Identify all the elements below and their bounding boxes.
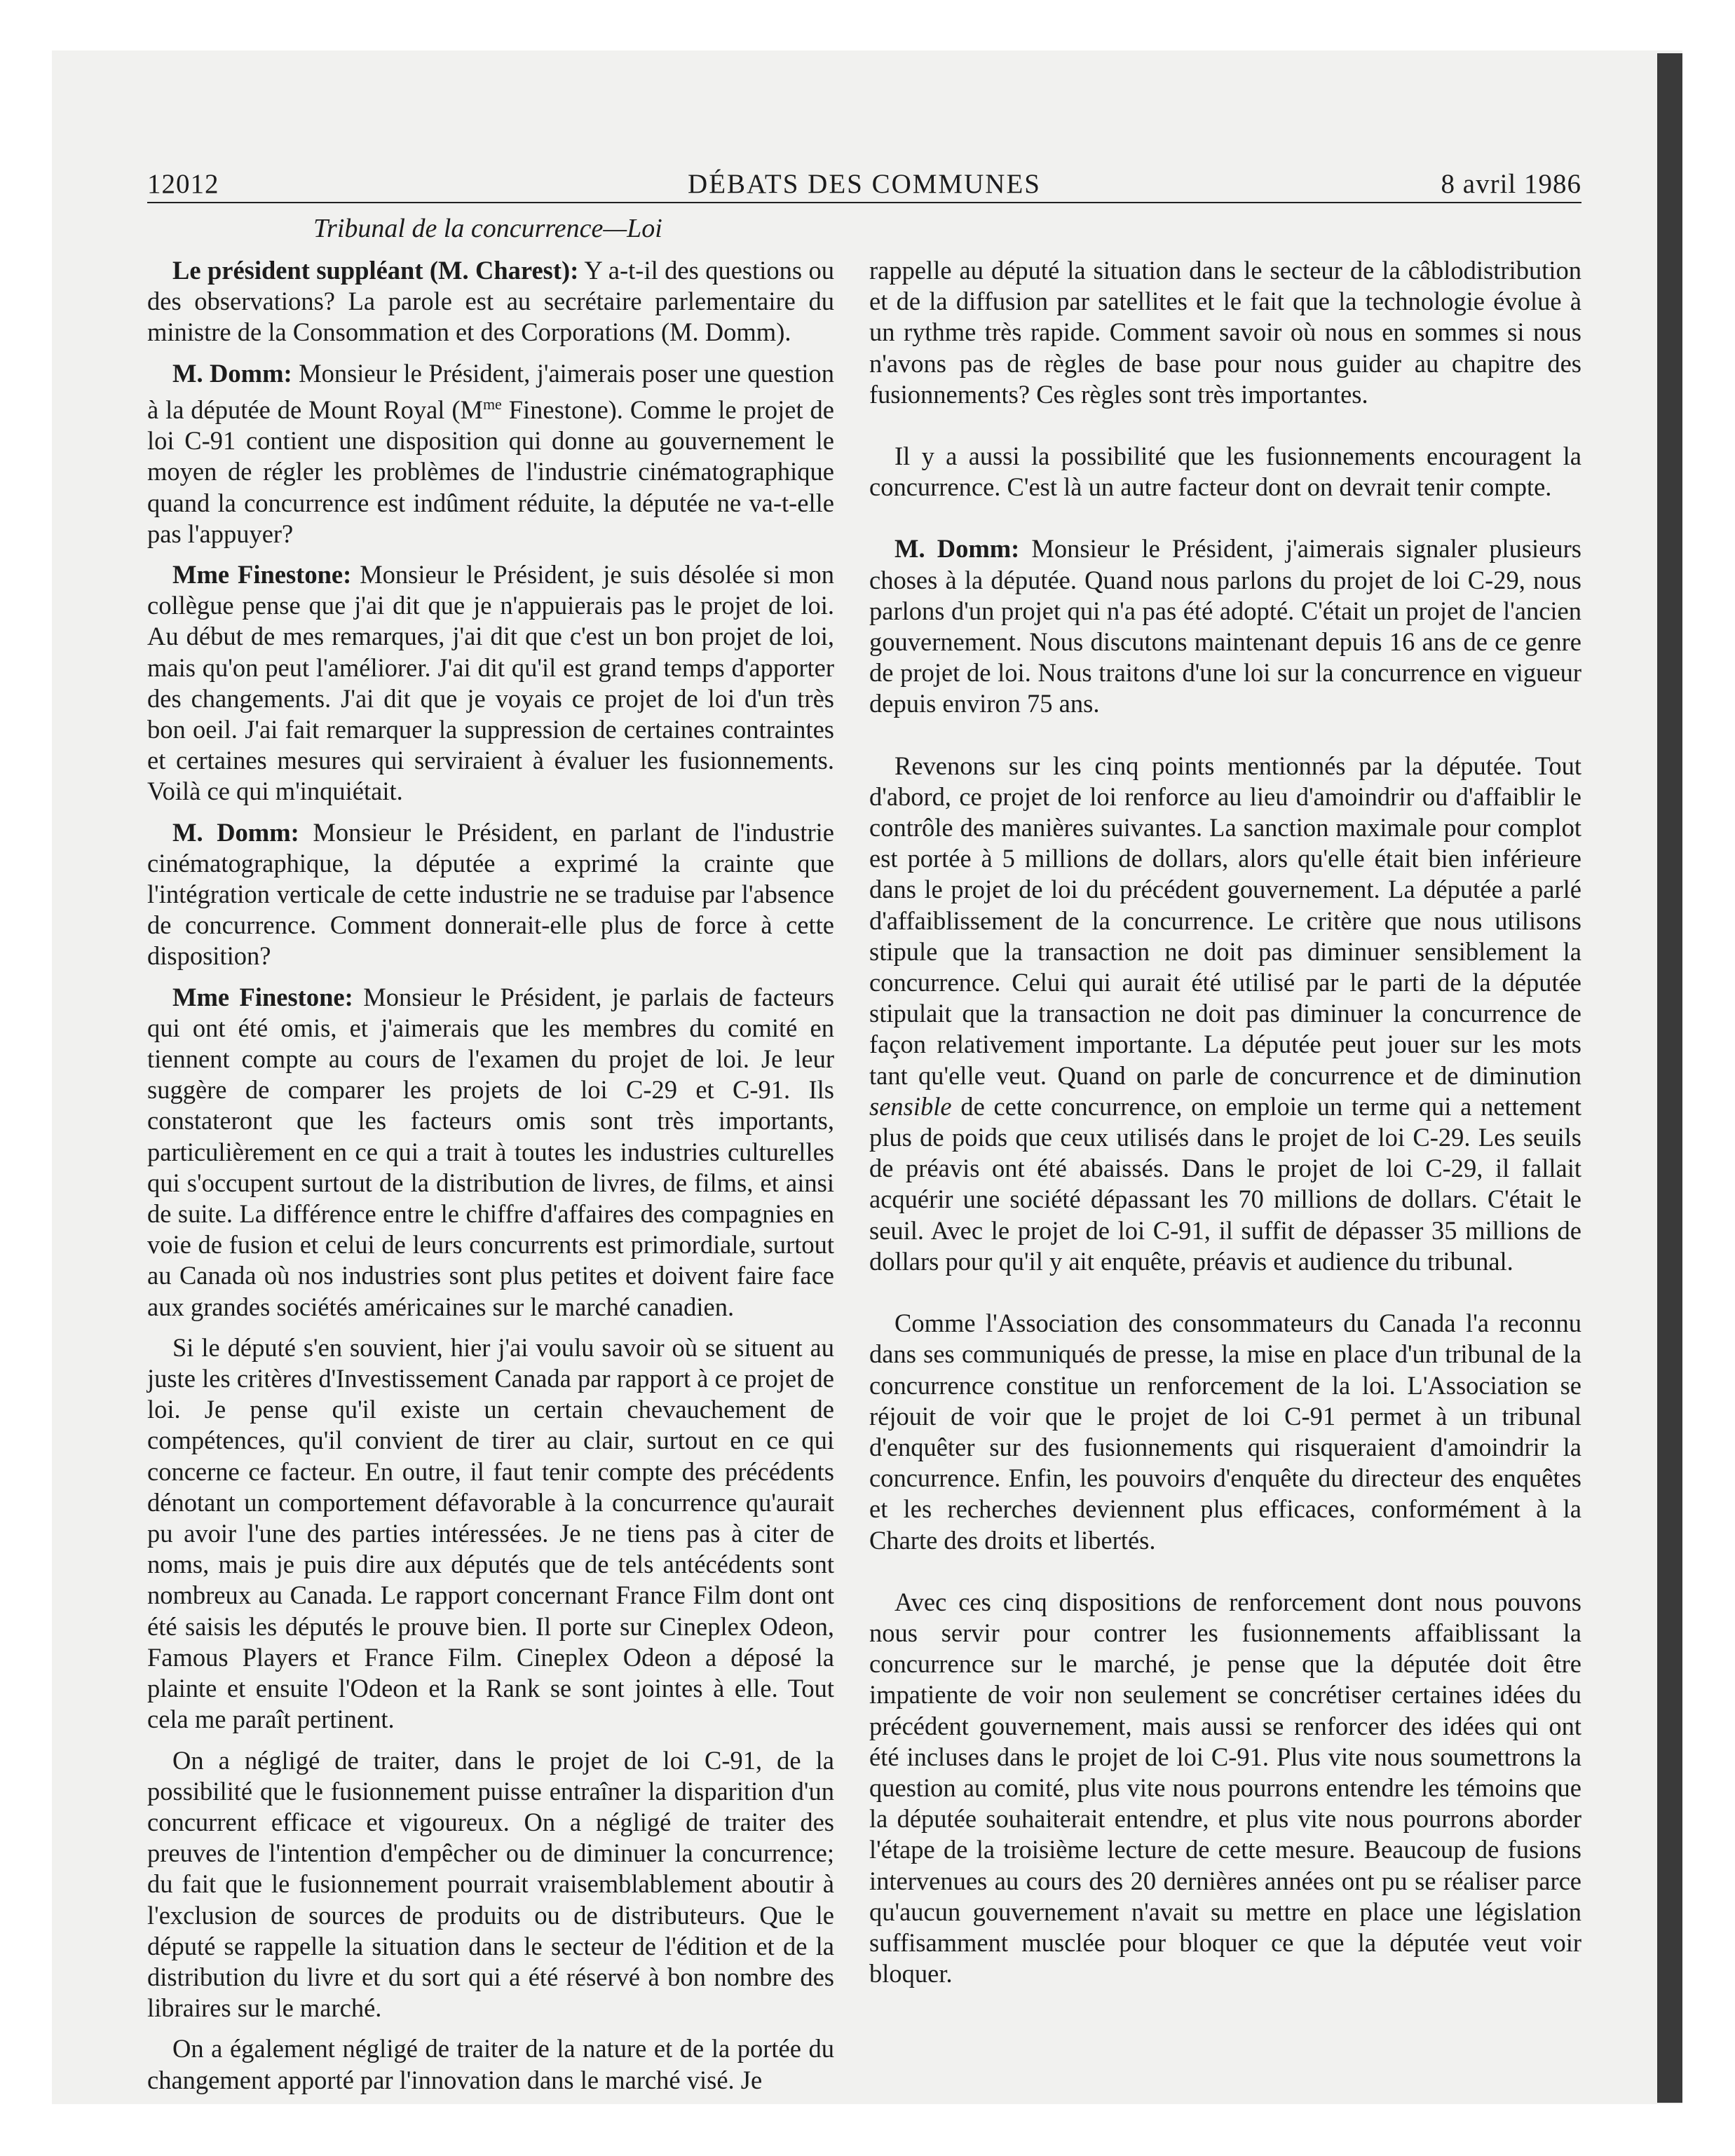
paragraph <box>147 559 834 807</box>
page-number: 12012 <box>147 169 219 199</box>
speaker-name: M. Domm: <box>172 817 299 847</box>
right-column <box>869 255 1581 2020</box>
paragraph-text: Monsieur le Président, je parlais de facteurs qui ont été omis, et j'aimerais que les membres du comité en tiennent compte au cours de l'examen du projet de loi. Je leur suggère de comparer les projets de loi C-29 et C-91. Ils constateront que les facteurs omis sont très importants, particulièrement en ce qui a trait à toutes les industries culturelles qui s'occupent surtout de la distribution de livres, de films, et ainsi de suite. La différence entre le chiffre d'affaires des compagnies en voie de fusion et celui de leurs concurrents est primordiale, surtout au Canada où nos industries sont plus petites et doivent faire face aux grandes sociétés américaines sur le marché canadien. <box>147 982 834 1321</box>
paragraph: rappelle au député la situation dans le secteur de la câblodistribution et de la diffusion par satellites et le fait que la technologie évolue à un rythme très rapide. Comment savoir où nous en sommes si nous n'avons pas de règles de base pour nous guider au chapitre des fusionnements? Ces règles sont très importantes. <box>869 256 1581 409</box>
speaker-name: Le président suppléant (M. Charest): <box>172 256 579 285</box>
paragraph: Avec ces cinq dispositions de renforcement dont nous pouvons nous servir pour contrer les fusionnements affaiblissant la concurrence sur le marché, je pense que la députée doit être impatiente de voir non seulement se concrétiser certaines idées du précédent gouvernement, mais aussi se renforcer des idées qui ont été incluses dans le projet de loi C-91. Plus vite nous soumettrons la question au comité, plus vite nous pourrons entendre les témoins que la députée souhaiterait entendre, et plus vite nous pourrons aborder l'étape de la troisième lecture de cette mesure. Beaucoup de fusions intervenues au cours des 20 dernières années ont pu se réaliser parce qu'aucun gouvernement n'avait su mettre en place une législation suffisamment musclée pour bloquer ce que la députée veut voir bloquer. <box>869 1587 1581 1988</box>
paragraph <box>147 358 834 550</box>
speaker-name: Mme Finestone: <box>172 559 352 589</box>
paragraph-text: Revenons sur les cinq points mentionnés par la députée. Tout d'abord, ce projet de loi renforce au lieu d'amoindrir ou d'affaiblir le contrôle des manières suivantes. La sanction maximale pour complot est portée à 5 millions de dollars, alors qu'elle était bien inférieure dans le projet de loi du précédent gouvernement. La députée a parlé d'affaiblissement de la concurrence. Le critère que nous utilisons stipule que la transaction ne doit pas diminuer sensiblement la concurrence. Celui qui aurait été utilisé par le parti de la députée stipulait que la transaction ne doit pas diminuer la concurrence de façon relativement importante. La députée peut jouer sur les mots tant qu'elle veut. Quand on parle de concurrence et de diminution <box>869 751 1581 1090</box>
paragraph: On a négligé de traiter, dans le projet de loi C-91, de la possibilité que le fusionnement puisse entraîner la disparition d'un concurrent efficace et vigoureux. On a négligé de traiter des preuves de l'intention d'empêcher ou de diminuer la concurrence; du fait que le fusionnement pourrait vraisemblablement aboutir à l'exclusion de sources de produits ou de distributeurs. Que le député se rappelle la situation dans le secteur de l'édition et de la distribution du livre et du sort qui a été réservé à bon nombre des libraires sur le marché. <box>147 1745 834 2023</box>
superscript: me <box>482 395 502 413</box>
paragraph: Comme l'Association des consommateurs du Canada l'a reconnu dans ses communiqués de presse, la mise en place d'un tribunal de la concurrence constitue un renforcement de la loi. L'Association se réjouit de voir que le projet de loi C-91 permet à un tribunal d'enquêter sur des fusionnements qui risqueraient d'amoindrir la concurrence. Enfin, les pouvoirs d'enquête du directeur des enquêtes et les recherches deviennent plus efficaces, conformément à la Charte des droits et libertés. <box>869 1309 1581 1555</box>
page-date: 8 avril 1986 <box>1441 169 1581 199</box>
paragraph <box>869 533 1581 719</box>
paragraph-text: Finestone). Comme le projet de loi C-91 contient une disposition qui donne au gouvernement le moyen de régler les problèmes de l'industrie cinématographique quand la concurrence est indûment réduite, la députée ne va-t-elle pas l'appuyer? <box>147 395 834 548</box>
paragraph: On a également négligé de traiter de la nature et de la portée du changement apporté par l'innovation dans le marché visé. Je <box>147 2034 834 2094</box>
paragraph: Il y a aussi la possibilité que les fusionnements encouragent la concurrence. C'est là un autre facteur dont on devrait tenir compte. <box>869 442 1581 502</box>
left-column <box>147 255 834 2106</box>
paragraph-text: Monsieur le Président, en parlant de l'industrie cinématographique, la députée a exprimé la crainte que l'intégration verticale de cette industrie ne se traduise par l'absence de concurrence. Comment donnerait-elle plus de force à cette disposition? <box>147 817 835 971</box>
speaker-name: M. Domm: <box>172 358 292 388</box>
paragraph-text: Monsieur le Président, j'aimerais poser une question à la députée de Mount Royal (M <box>147 358 834 424</box>
paragraph-text: de cette concurrence, on emploie un terme qui a nettement plus de poids que ceux utilisés dans le projet de loi C-29. Les seuils de préavis ont été abaissés. Dans le projet de loi C-29, il fallait acquérir une société dépassant les 70 millions de dollars. C'était le seuil. Avec le projet de loi C-91, il suffit de dépasser 35 millions de dollars pour qu'il y ait enquête, préavis et audience du tribunal. <box>869 1091 1581 1276</box>
paragraph <box>147 982 834 1323</box>
emphasis: sensible <box>869 1091 952 1121</box>
speaker-name: M. Domm: <box>894 534 1020 564</box>
journal-title: DÉBATS DES COMMUNES <box>688 169 1041 199</box>
paragraph <box>147 255 834 348</box>
paragraph <box>869 751 1581 1277</box>
paragraph-text: Monsieur le Président, j'aimerais signaler plusieurs choses à la députée. Quand nous parlons du projet de loi C-29, nous parlons d'un projet qui n'a pas été adopté. C'était un projet de l'ancien gouvernement. Nous discutons maintenant depuis 16 ans de ce genre de projet de loi. Nous traitons d'une loi sur la concurrence en vigueur depuis environ 75 ans. <box>869 534 1582 718</box>
paragraph-text: Monsieur le Président, je suis désolée si mon collègue pense que j'ai dit que je n'appuierais pas le projet de loi. Au début de mes remarques, j'ai dit que c'est un bon projet de loi, mais qu'on peut l'améliorer. J'ai dit qu'il est grand temps d'apporter des changements. J'ai dit que je voyais ce projet de loi d'un très bon oeil. J'ai fait remarquer la suppression de certaines contraintes et certaines mesures qui serviraient à évaluer les fusionnements. Voilà ce qui m'inquiétait. <box>147 559 834 806</box>
page-header <box>147 163 1581 205</box>
paragraph: Si le député s'en souvient, hier j'ai voulu savoir où se situent au juste les critères d'Investissement Canada par rapport à ce projet de loi. Je pense qu'il existe un certain chevauchement de compétences, qu'il convient de tirer au clair, surtout en ce qui concerne ce facteur. En outre, il faut tenir compte des précédents dénotant un comportement défavorable à la concurrence qu'aurait pu avoir l'une des parties intéressées. Je ne tiens pas à citer de noms, mais je puis dire aux députés que de tels antécédents sont nombreux au Canada. Le rapport concernant France Film dont ont été saisis les députés le prouve bien. Il porte sur Cineplex Odeon, Famous Players et France Film. Cineplex Odeon a déposé la plainte et ensuite l'Odeon et la Rank se sont jointes à elle. Tout cela me paraît pertinent. <box>147 1332 834 1734</box>
section-subheading: Tribunal de la concurrence—Loi <box>313 214 662 243</box>
paragraph-text: Y a-t-il des questions ou des observations? La parole est au secrétaire parlementaire du ministre de la Consommation et des Corporations (M. Domm). <box>147 256 834 347</box>
header-rule <box>147 202 1581 203</box>
paragraph <box>147 817 834 972</box>
speaker-name: Mme Finestone: <box>172 982 353 1011</box>
binding-edge <box>1657 53 1682 2103</box>
